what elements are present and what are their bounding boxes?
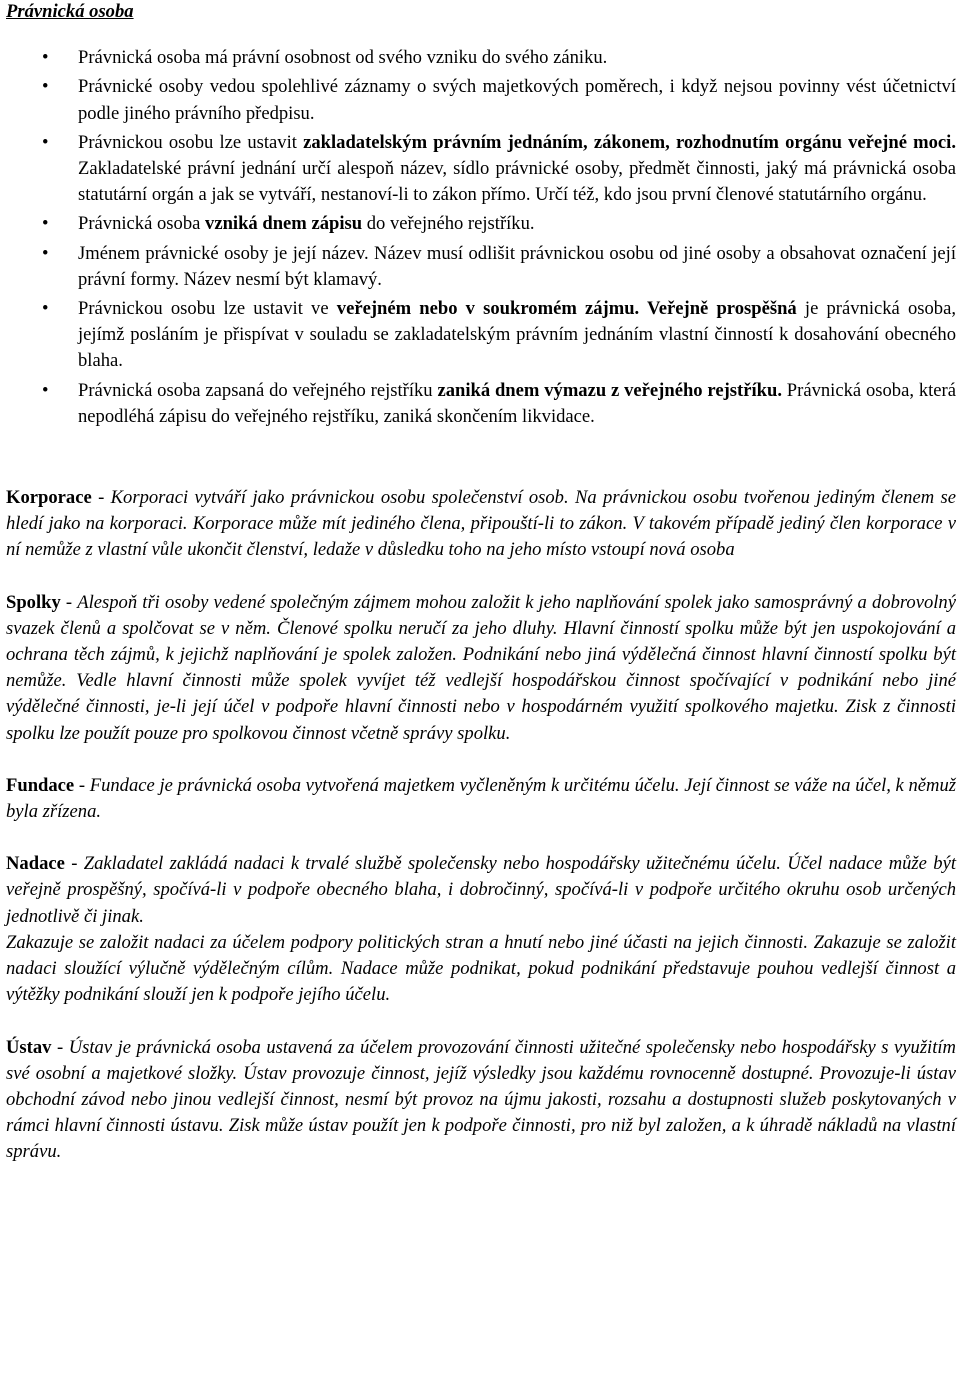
bullet-text-part: Právnická osoba, která nepodléhá zápisu do veřejného rejstříku, zaniká skončením likvidace. <box>78 379 957 427</box>
spacer <box>6 1009 956 1035</box>
bullet-text-part: Právnická osoba má právní osobnost od svého vzniku do svého zániku. <box>78 47 608 69</box>
spacer <box>6 564 956 590</box>
bullet-text-part: Právnická osoba zapsaná do veřejného rejstříku <box>78 379 438 401</box>
bullet-text <box>78 76 956 123</box>
bullet-text-bold: zakladatelským právním jednáním, zákonem, rozhodnutím orgánu veřejné moci. <box>303 131 956 153</box>
section-separator: - <box>64 853 84 875</box>
section-separator: - <box>91 487 111 509</box>
section-term: Spolky <box>6 591 61 613</box>
section-korporace <box>6 485 956 564</box>
bullet-list <box>6 45 956 430</box>
bullet-text <box>78 243 956 290</box>
section-separator: - <box>74 774 90 796</box>
bullet-icon: • <box>42 213 49 235</box>
bullet-text-bold: vzniká dnem zápisu <box>205 213 363 235</box>
section-body: Alespoň tři osoby vedené společným zájmem mohou založit k jeho naplňování spolek jako samosprávný a dobrovolný svazek členů a spolčovat se v něm. Členové spolku neručí za jeho dluhy. Hlavní činností spolku může být jen uspokojování a ochrana těch zájmů, k jejichž naplňování je spolek založen. Podnikání nebo jiná výdělečná činnost hlavní činností spolku být nemůže. Vedle hlavní činnosti může spolek vyvíjet též vedlejší hospodářskou činnost spočívající v podnikání nebo jiné výdělečné činnosti, je-li její účel v podpoře hlavní činnosti nebo v hospodárném využití spolkového majetku. Zisk z činnosti spolku lze použít pouze pro spolkovou činnost včetně správy spolku. <box>6 591 956 744</box>
section-fundace <box>6 773 956 825</box>
bullet-text <box>78 132 956 205</box>
spacer <box>6 433 956 485</box>
spacer <box>6 825 956 851</box>
section-separator: - <box>51 1036 69 1058</box>
bullet-item <box>42 45 956 71</box>
bullet-item <box>42 211 956 237</box>
bullet-item <box>42 74 956 126</box>
section-term: Korporace <box>6 487 92 509</box>
bullet-icon: • <box>42 379 49 401</box>
bullet-item <box>42 241 956 293</box>
bullet-item <box>42 296 956 375</box>
bullet-icon: • <box>42 242 49 264</box>
bullet-text <box>78 298 956 371</box>
bullet-text-part: Právnická osoba <box>78 213 206 235</box>
section-body: Ústav je právnická osoba ustavená za účelem provozování činnosti užitečné společensky nebo hospodářsky s využitím své osobní a majetkové složky. Ústav provozuje činnost, jejíž výsledky jsou každému rovnocenně dostupné. Provozuje-li ústav obchodní závod nebo jinou vedlejší činnost, nesmí být provoz na újmu jakosti, rozsahu a dostupnosti služeb poskytovaných v rámci hlavní činnosti ústavu. Zisk může ústav použít jen k podpoře činnosti, pro niž byl založen, a k úhradě nákladů na vlastní správu. <box>6 1036 956 1163</box>
bullet-text-part: je právnická osoba, jejímž posláním je přispívat v souladu se zakladatelským právním jednáním vlastní činností k dosahování obecného blaha. <box>78 298 956 372</box>
section-body: Fundace je právnická osoba vytvořená majetkem vyčleněným k určitému účelu. Její činnost se váže na účel, k němuž byla zřízena. <box>6 774 956 823</box>
bullet-icon: • <box>42 76 49 98</box>
bullet-icon: • <box>42 298 49 320</box>
section-term: Nadace <box>6 853 65 875</box>
bullet-text-part: Právnickou osobu lze ustavit ve <box>78 298 337 320</box>
bullet-text <box>78 380 956 427</box>
bullet-icon: • <box>42 47 49 69</box>
bullet-text-part: do veřejného rejstříku. <box>362 213 535 235</box>
bullet-item <box>42 378 957 430</box>
section-term: Fundace <box>6 774 75 796</box>
bullet-text-part: Právnickou osobu lze ustavit <box>78 131 304 153</box>
section-body: Zakladatel zakládá nadaci k trvalé službě společensky nebo hospodářsky užitečnému účelu. Účel nadace může být veřejně prospěšný, spočívá-li v podpoře obecného blaha, i dobročinný, spočívá-li v podpoře určitého okruhu osob určených jednotlivě či jinak. <box>6 853 956 927</box>
bullet-text-part: Zakladatelské právní jednání určí alespoň název, sídlo právnické osoby, předmět činnosti, jaký má právnická osoba statutární orgán a jak se vytváří, nestanoví-li to zákon přímo. Určí též, kdo jsou první členové statutárního orgánu. <box>78 158 956 206</box>
bullet-item <box>42 130 956 209</box>
bullet-text-part: Jménem právnické osoby je její název. Název musí odlišit právnickou osobu od jiné osoby a obsahovat označení její právní formy. Název nesmí být klamavý. <box>78 242 956 290</box>
bullet-text <box>78 47 607 68</box>
bullet-icon: • <box>42 131 49 153</box>
section-term: Ústav <box>6 1036 52 1058</box>
section-body: Zakazuje se založit nadaci za účelem podpory politických stran a hnutí nebo jiné účasti na jejich činnosti. Zakazuje se založit nadaci sloužící výlučně výdělečným cílům. Nadace může podnikat, pokud podnikání představuje pouhou vedlejší činnost a výtěžky podnikání slouží jen k podpoře jejího účelu. <box>6 931 956 1006</box>
page-title: Právnická osoba <box>6 1 134 22</box>
section-nadace <box>6 851 956 930</box>
bullet-text <box>78 213 535 234</box>
section-separator: - <box>60 591 78 613</box>
section-spolky <box>6 590 956 747</box>
spacer <box>6 747 956 773</box>
document-page <box>6 0 956 1166</box>
section-nadace-extra <box>6 930 956 1009</box>
bullet-text-bold: zaniká dnem výmazu z veřejného rejstříku. <box>437 379 782 401</box>
bullet-text-bold: veřejném nebo v soukromém zájmu. Veřejně prospěšná <box>336 298 797 320</box>
bullet-text-part: Právnické osoby vedou spolehlivé záznamy o svých majetkových poměrech, i když nejsou povinny vést účetnictví podle jiného právního předpisu. <box>78 76 956 124</box>
section-ustav <box>6 1035 956 1166</box>
section-body: Korporaci vytváří jako právnickou osobu společenství osob. Na právnickou osobu tvořenou jediným členem se hledí jako na korporaci. Korporace může mít jediného člena, připouští-li to zákon. V takovém případě jediný člen korporace v ní nemůže z vlastní vůle ukončit členství, ledaže v důsledku toho na jeho místo vstoupí nová osoba <box>6 487 956 561</box>
